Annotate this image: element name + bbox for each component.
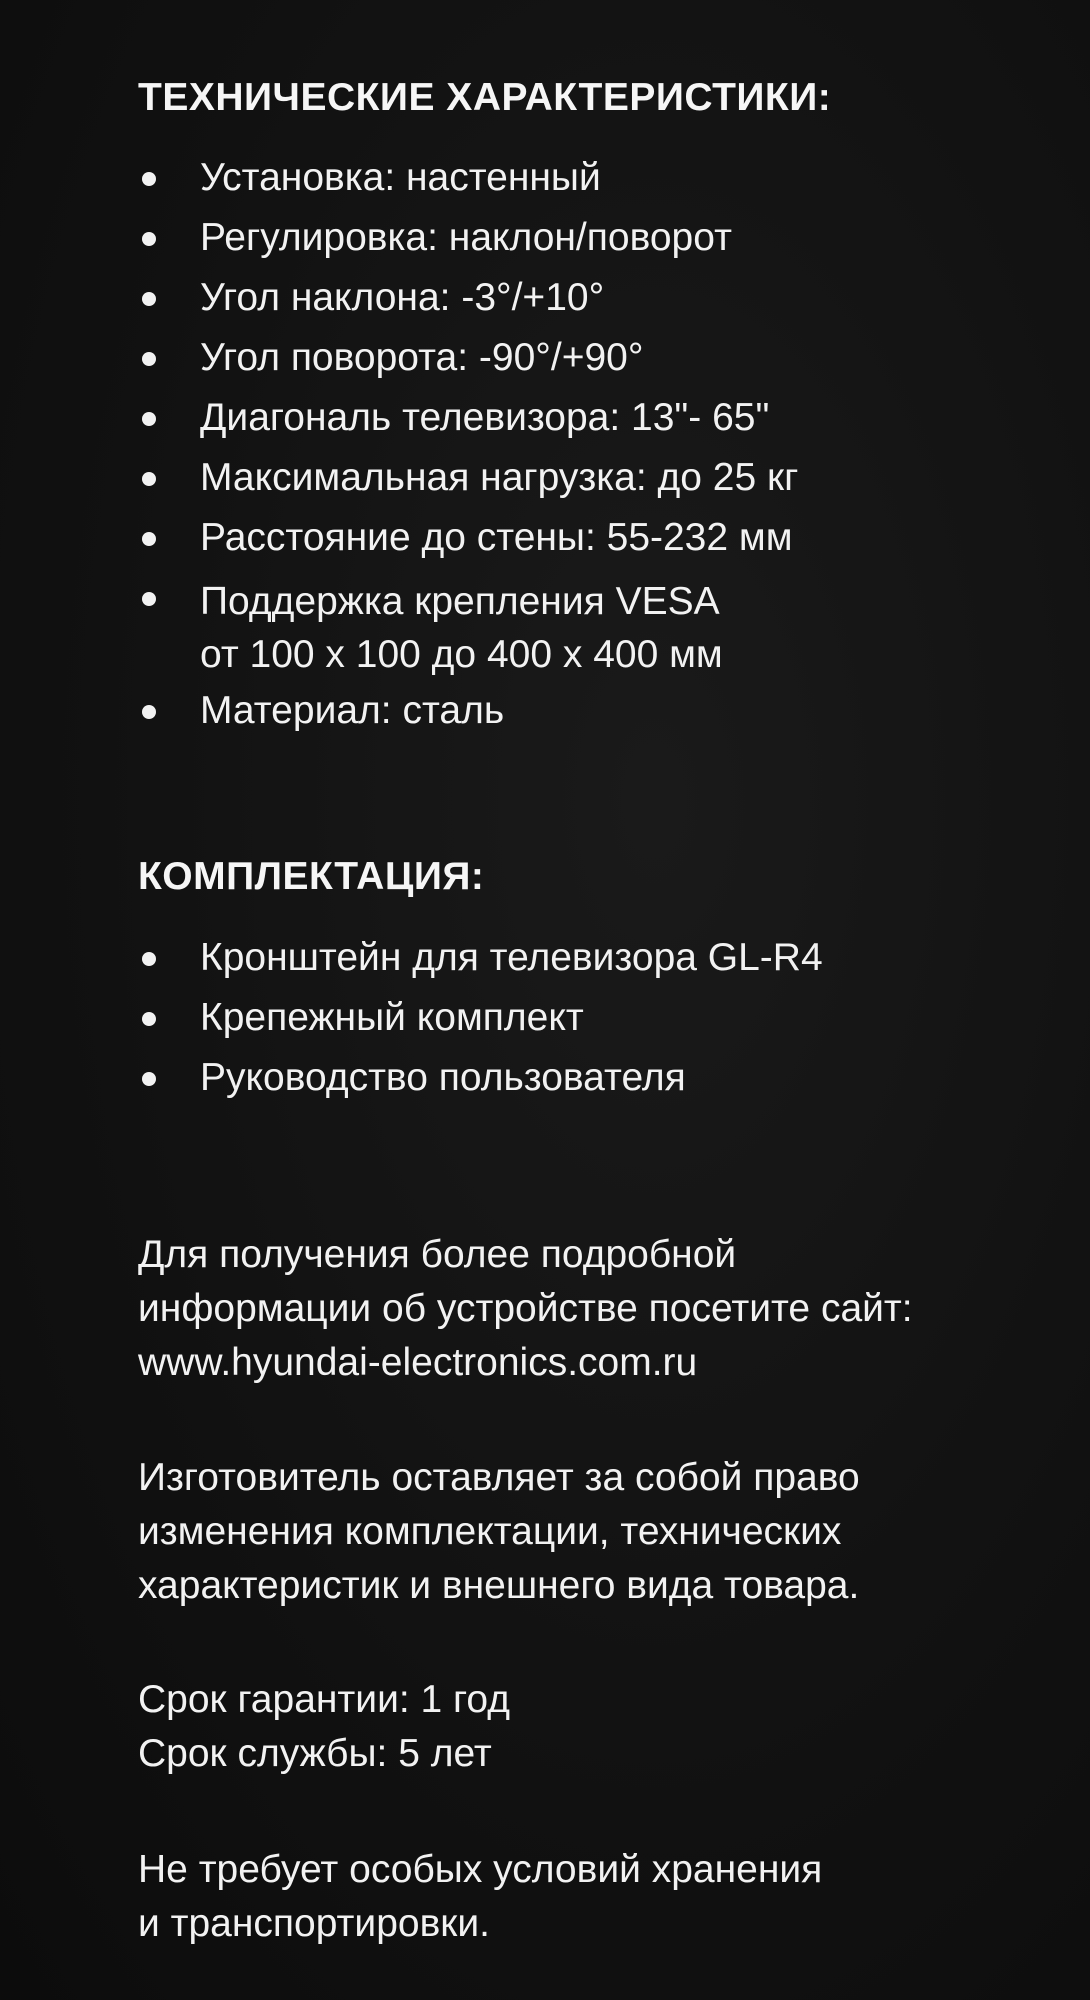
bullet-icon <box>142 412 156 426</box>
list-item: Расстояние до стены: 55-232 мм <box>138 515 798 575</box>
bullet-icon <box>142 952 156 966</box>
bullet-icon <box>142 705 156 719</box>
bullet-icon <box>142 1072 156 1086</box>
list-item: Угол поворота: -90°/+90° <box>138 335 798 395</box>
storage-paragraph: Не требует особых условий хранения и транспортировки. <box>138 1848 823 1945</box>
list-item: Крепежный комплект <box>138 995 823 1055</box>
list-item: Установка: настенный <box>138 155 798 215</box>
bullet-icon <box>142 472 156 486</box>
bullet-icon <box>142 1012 156 1026</box>
specs-heading: ТЕХНИЧЕСКИЕ ХАРАКТЕРИСТИКИ: <box>138 76 832 119</box>
specs-list <box>138 155 798 748</box>
package-list <box>138 935 823 1115</box>
list-item: Диагональ телевизора: 13"- 65" <box>138 395 798 455</box>
bullet-icon <box>142 532 156 546</box>
bullet-icon <box>142 172 156 186</box>
package-heading: КОМПЛЕКТАЦИЯ: <box>138 855 485 898</box>
list-item: Угол наклона: -3°/+10° <box>138 275 798 335</box>
bullet-icon <box>142 592 156 606</box>
bullet-icon <box>142 232 156 246</box>
list-item: Регулировка: наклон/поворот <box>138 215 798 275</box>
list-item: Максимальная нагрузка: до 25 кг <box>138 455 798 515</box>
warranty-paragraph: Срок гарантии: 1 год Срок службы: 5 лет <box>138 1678 511 1775</box>
bullet-icon <box>142 352 156 366</box>
list-item: Руководство пользователя <box>138 1055 823 1115</box>
list-item: Материал: сталь <box>138 688 798 748</box>
manufacturer-paragraph: Изготовитель оставляет за собой право изменения комплектации, технических характеристик и внешнего вида товара. <box>138 1456 860 1607</box>
bullet-icon <box>142 292 156 306</box>
website-link[interactable]: www.hyundai-electronics.com.ru <box>138 1341 698 1384</box>
list-item: Кронштейн для телевизора GL-R4 <box>138 935 823 995</box>
list-item-vesa: Поддержка крепления VESA от 100 x 100 до 400 x 400 мм <box>138 575 798 688</box>
info-paragraph: Для получения более подробной информации об устройстве посетите сайт: www.hyundai-electronics.com.ru <box>138 1228 913 1390</box>
